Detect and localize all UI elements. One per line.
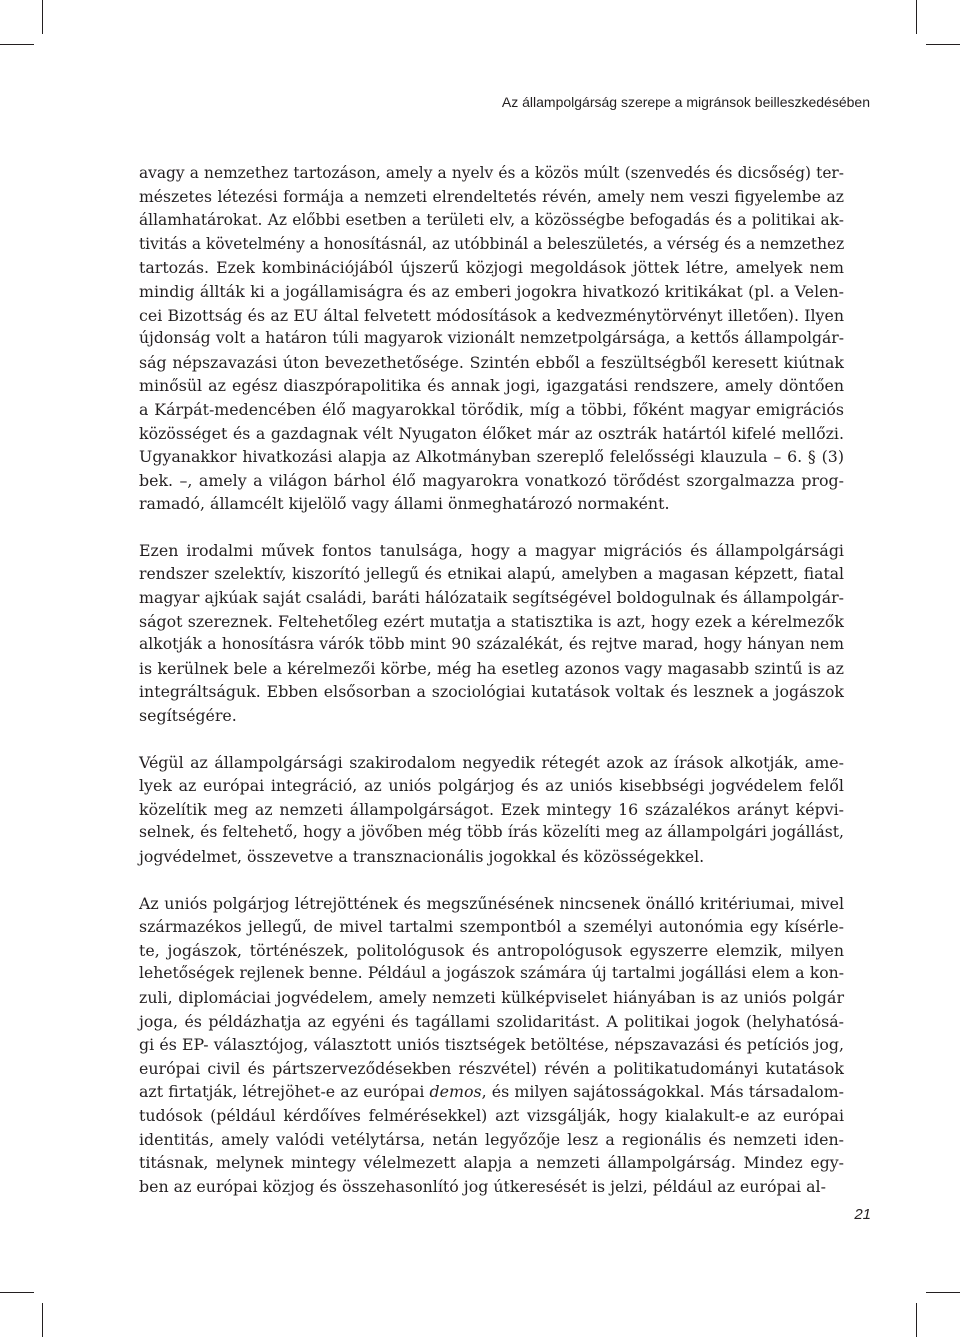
paragraph-gap (139, 516, 844, 539)
text-line: titásnak, melynek mintegy vélelmezett alapja a nemzeti állampolgárság. Mindez egy- (139, 1153, 844, 1173)
text-line: újdonság volt a határon túli magyarok vizionált nemzetpolgársága, a kettős állampolgár- (139, 329, 844, 348)
text-line: bek. –, amely a világon bárhol élő magyarokra vonatkozó törődést szorgalmazza prog- (139, 470, 844, 490)
text-line: zuli, diplomáciai jogvédelem, amely nemzeti külképviselet hiányában is az uniós polgár (139, 988, 844, 1007)
text-line: joga, és példázhatja az egyéni és tagállami szolidaritást. A politikai jogok (helyhatósá- (139, 1011, 844, 1031)
crop-mark (0, 1292, 34, 1293)
text-line: azt firtatják, létrejöhet-e az európai demos, és milyen sajátosságokkal. Más társadalom- (139, 1082, 844, 1102)
text-line: államhatárokat. Az előbbi esetben a területi elv, a közösségbe befogadás és a politikai ak- (139, 211, 844, 230)
text-line: tivitás a követelmény a honosításnál, az utóbbinál a beleszületés, a vérség és a nemzethez (139, 234, 845, 253)
crop-mark (916, 0, 917, 34)
text-line: selnek, és feltehető, hogy a jövőben még több írás közelíti meg az állampolgári jogállást, (139, 823, 844, 842)
text-line: európai civil és pártszerveződésekben részvétel) révén a politikatudományi kutatások (139, 1058, 844, 1078)
text-line: is kerülnek bele a kérelmezői körbe, még ha esetleg azonos vagy magasabb szintű is az (139, 658, 844, 678)
text-line: a Kárpát-medencében élő magyarokkal törődik, míg a többi, főként magyar emigrációs (139, 399, 844, 419)
text-line: származékos jellegű, de mivel tartalmi szempontból a személyi autonómia egy kísérle- (139, 917, 844, 937)
text-line: tartozás. Ezek kombinációjából újszerű közjogi megoldások jöttek létre, amelyek nem (139, 258, 844, 278)
paragraph (139, 751, 844, 869)
text-line: te, jogászok, történészek, politológusok és antropológusok egyszerre elemzik, milyen (139, 940, 844, 960)
crop-mark (926, 44, 960, 45)
text-line: Végül az állampolgársági szakirodalom negyedik rétegét azok az írások alkotják, ame- (139, 752, 844, 772)
running-head: Az állampolgárság szerepe a migránsok beilleszkedésében (501, 94, 870, 110)
text-line: ramadó, államcélt kijelölő vagy állami önmeghatározó normaként. (139, 494, 670, 514)
page-number: 21 (854, 1206, 871, 1223)
text-line: ben az európai közjog és összehasonlító jog útkeresését is jelzi, például az európai al- (139, 1176, 826, 1196)
crop-mark (916, 1303, 917, 1337)
text-line: cei Bizottság és az EU által felvetett módosítások a kedvezménytörvényt illetően). Ilyen (139, 305, 844, 325)
text-line: Ezen irodalmi művek fontos tanulsága, hogy a magyar migrációs és állampolgársági (139, 540, 844, 560)
text-line: alkotják a honosításra várók több mint 90 százalékát, és rejtve marad, hogy hányan nem (139, 635, 844, 654)
text-line: segítségére. (139, 706, 237, 726)
text-line: avagy a nemzethez tartozáson, amely a nyelv és a közös múlt (szenvedés és dicsőség) ter- (139, 164, 844, 182)
text-line: identitás, amely valódi vetélytársa, netán legyőzője lesz a regionális és nemzeti iden- (139, 1129, 844, 1149)
text-line: Az uniós polgárjog létrejöttének és megszűnésének nincsenek önálló kritériumai, mivel (139, 893, 844, 913)
text-line: magyar ajkúak saját családi, baráti hálózataik segítségével boldogulnak és állampolgár- (139, 588, 844, 608)
text-line: mészetes létezési formája a nemzeti elrendeltetés révén, amely nem veszi figyelembe az (139, 187, 844, 206)
crop-mark (926, 1292, 960, 1293)
text-line: tudósok (például kérdőíves felmérésekkel) azt vizsgálják, hogy kialakult-e az európai (139, 1105, 844, 1125)
text-line: minősül az egész diaszpórapolitika és annak jogi, igazgatási rendszere, amely döntően (139, 376, 844, 396)
text-line: gi és EP- választójog, választott uniós tisztségek betöltése, népszavazási és petíciós jog, (139, 1035, 844, 1055)
crop-mark (0, 44, 34, 45)
text-line: mindig állták ki a jogállamiságra és az emberi jogokra hivatkozó kritikákat (pl. a Velen- (139, 281, 844, 301)
text-line: lehetőségek rejlenek benne. Például a jogászok számára új tartalmi jogállási elem a kon- (139, 964, 844, 983)
text-line: Ugyanakkor hivatkozási alapja az Alkotmányban szereplő felelősségi klauzula – 6. § (3) (139, 447, 844, 467)
text-line: rendszer szelektív, kiszorító jellegű és etnikai alapú, amelyben a magasan képzett, fiatal (139, 564, 844, 583)
crop-mark (42, 0, 43, 34)
text-line: ságot szereznek. Feltehetőleg ezért mutatja a statisztika is azt, hogy ezek a kérelmezők (139, 611, 844, 631)
text-line: jogvédelmet, összevetve a transznacionális jogokkal és közösségekkel. (139, 847, 705, 867)
text-line: lyek az európai integráció, az uniós polgárjog és az uniós kisebbségi jogvédelem felől (139, 776, 844, 796)
crop-mark (42, 1303, 43, 1337)
emphasis: demos (429, 1082, 482, 1102)
text-line: ság népszavazási úton bevezethetősége. Szintén ebből a feszültségből keresett kiútnak (139, 352, 844, 372)
paragraph-gap (139, 869, 844, 892)
text-line: közösséget és a gazdagnak vélt Nyugaton élőket már az osztrák határtól kifelé mellőzi. (139, 423, 844, 443)
paragraph (139, 892, 844, 1199)
paragraph-gap (139, 728, 844, 751)
text-line: közelítik meg az nemzeti állampolgárságot. Ezek mintegy 16 százalékos arányt képvi- (139, 799, 844, 819)
text-line: integráltságuk. Ebben elsősorban a szociológiai kutatások voltak és lesznek a jogászok (139, 682, 844, 702)
body-text (139, 162, 844, 1198)
paragraph (139, 162, 844, 516)
paragraph (139, 539, 844, 728)
